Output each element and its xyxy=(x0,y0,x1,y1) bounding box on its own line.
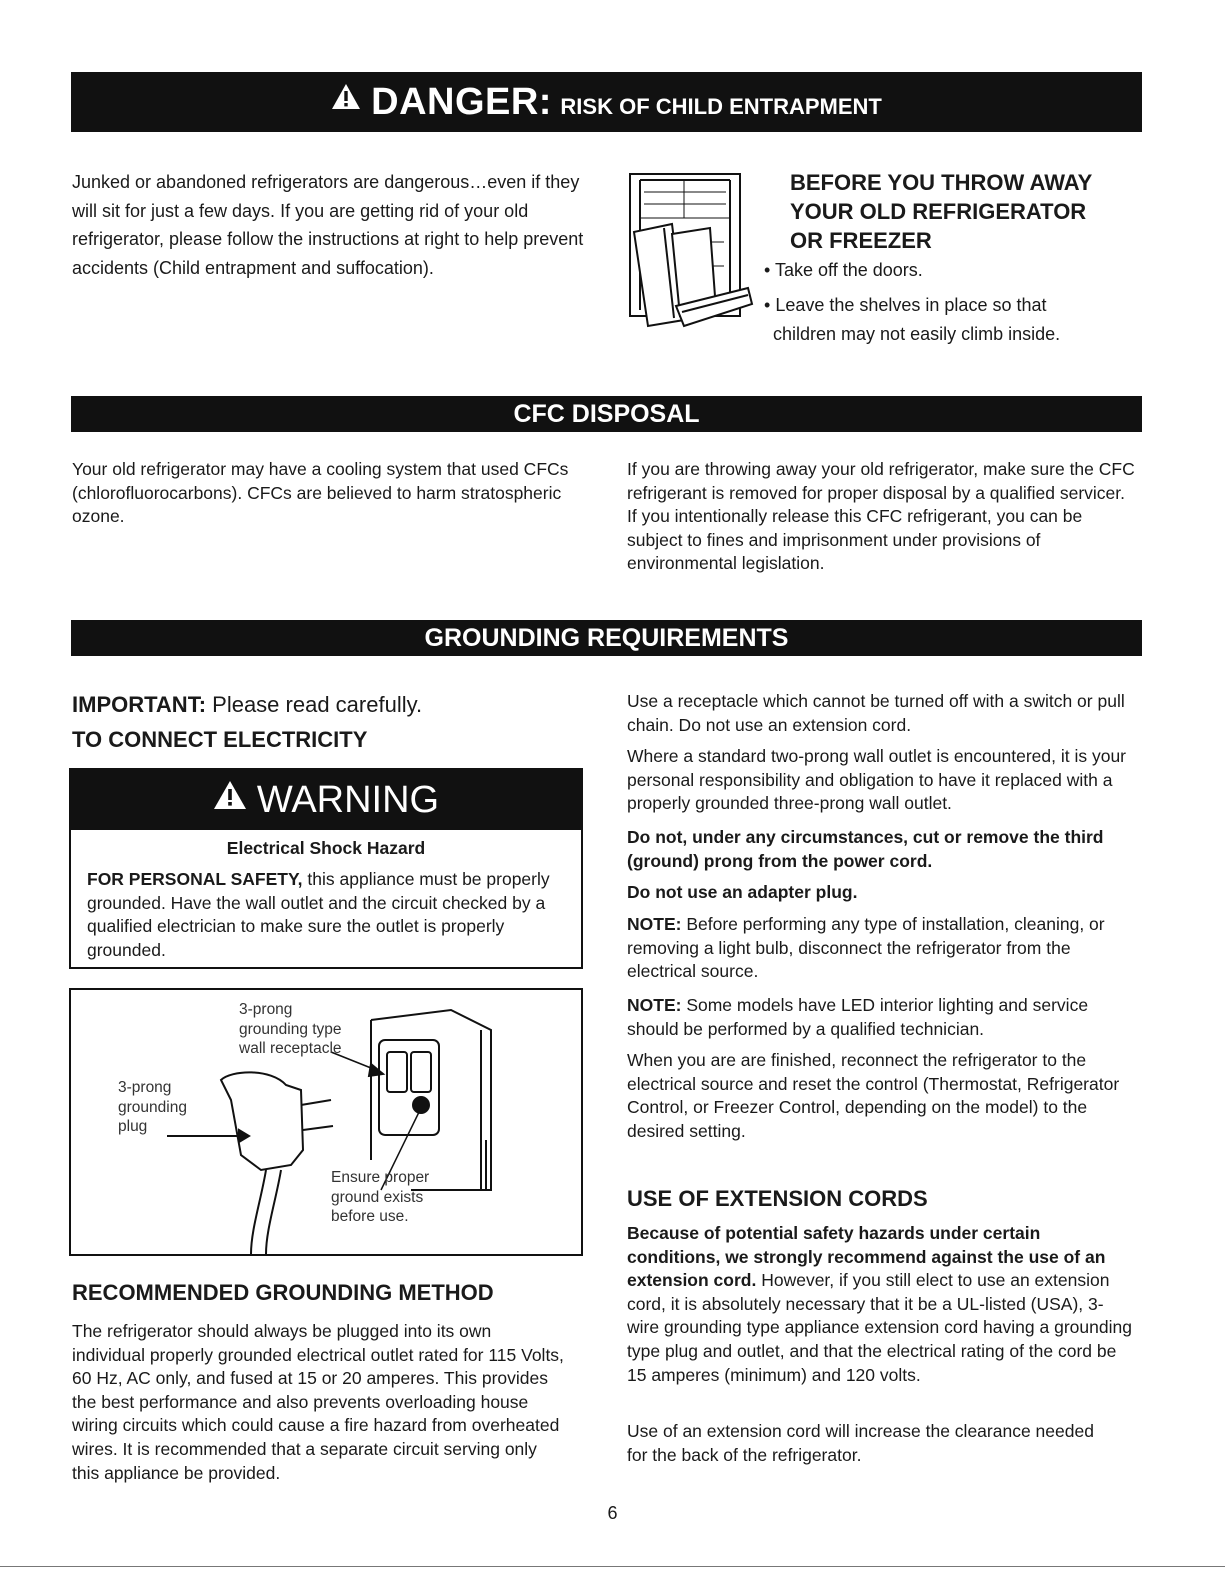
ensure-label-1: Ensure proper xyxy=(331,1169,430,1186)
bottom-rule xyxy=(0,1566,1225,1567)
warning-header xyxy=(71,770,581,830)
right-p4: Do not use an adapter plug. xyxy=(627,882,858,902)
cfc-left-text: Your old refrigerator may have a cooling system that used CFCs (chlorofluorocarbons). CFCs are believed to harm stratospheric ozone. xyxy=(72,459,569,527)
before-title xyxy=(790,168,1092,255)
bullet-take-off-doors: • Take off the doors. xyxy=(764,260,923,280)
warning-body xyxy=(87,868,565,962)
important-line xyxy=(72,690,422,720)
bullet-1-text: Take off the doors. xyxy=(774,260,923,280)
bullet-leave-shelves: • Leave the shelves in place so that children may not easily climb inside. xyxy=(764,295,1061,344)
before-title-line-2: YOUR OLD REFRIGERATOR xyxy=(790,199,1087,224)
receptacle-label-3: wall receptacle xyxy=(239,1040,342,1057)
right-p1: Use a receptacle which cannot be turned off with a switch or pull chain. Do not use an extension cord. xyxy=(627,691,1125,735)
danger-intro: Junked or abandoned refrigerators are dangerous…even if they will sit for just a few days. If you are getting rid of your old refrigerator, please follow the instructions at right to help prevent accidents (Child entrapment and suffocation). xyxy=(72,172,584,278)
warning-hazard: Electrical Shock Hazard xyxy=(226,838,426,858)
danger-subtitle: RISK OF CHILD ENTRAPMENT xyxy=(560,94,882,119)
plug-label-1: 3-prong xyxy=(118,1079,172,1096)
danger-word: DANGER: xyxy=(371,81,552,123)
extension-bold: Because of potential safety hazards under certain conditions, we strongly recommend against the use of an extension cord. xyxy=(627,1223,1106,1291)
grounding-banner xyxy=(71,620,1142,656)
note-1-label: NOTE: xyxy=(627,914,682,934)
method-title: RECOMMENDED GROUNDING METHOD xyxy=(72,1280,494,1305)
extension-body: However, if you still elect to use an extension cord, it is absolutely necessary that it be a UL-listed (USA), 3-wire grounding type appliance extension cord having a grounding type plug and outlet, and that the electrical rating of the cord be 15 amperes (minimum) and 120 volts. xyxy=(627,1270,1132,1385)
note-2-label: NOTE: xyxy=(627,995,682,1015)
cfc-banner xyxy=(71,396,1142,432)
danger-banner xyxy=(71,72,1142,132)
warning-title: WARNING xyxy=(256,779,440,821)
ensure-label-2: ground exists xyxy=(331,1188,424,1206)
refrigerator-doors-removed-illustration xyxy=(620,170,760,330)
warning-lead: FOR PERSONAL SAFETY, xyxy=(87,869,303,889)
extension-title: USE OF EXTENSION CORDS xyxy=(627,1186,928,1211)
extension-p2: Use of an extension cord will increase the clearance needed for the back of the refrigerator. xyxy=(627,1421,1094,1465)
ensure-label-3: before use. xyxy=(331,1208,409,1225)
before-title-line-1: BEFORE YOU THROW AWAY xyxy=(790,170,1093,195)
warning-text: this appliance must be properly grounded. Have the wall outlet and the circuit checked by a qualified electrician to make sure the outlet is properly grounded. xyxy=(87,869,550,960)
warning-triangle-icon xyxy=(213,768,247,828)
ensure-ground-label xyxy=(331,1168,429,1227)
grounding-title: GROUNDING REQUIREMENTS xyxy=(424,624,789,652)
important-label: IMPORTANT: xyxy=(72,692,207,717)
plug-label xyxy=(118,1078,187,1137)
grounding-diagram xyxy=(69,988,583,1256)
cfc-title: CFC DISPOSAL xyxy=(513,400,700,428)
plug-label-3: plug xyxy=(118,1118,148,1135)
note-2 xyxy=(627,994,1139,1041)
warning-box xyxy=(69,768,583,969)
right-p3: Do not, under any circumstances, cut or remove the third (ground) prong from the power cord. xyxy=(627,827,1104,871)
bullet-2-line-2: children may not easily climb inside. xyxy=(773,323,1061,344)
before-title-line-3: OR FREEZER xyxy=(790,228,932,253)
plug-label-2: grounding xyxy=(118,1098,187,1116)
receptacle-label-2: grounding type xyxy=(239,1020,342,1038)
connect-electricity-title: TO CONNECT ELECTRICITY xyxy=(72,727,368,752)
right-p2: Where a standard two-prong wall outlet is encountered, it is your personal responsibility and obligation to have it replaced with a properly grounded three-prong wall outlet. xyxy=(627,746,1127,814)
note-1-text: Before performing any type of installation, cleaning, or removing a light bulb, disconnect the refrigerator from the electrical source. xyxy=(627,914,1105,982)
right-p7: When you are are finished, reconnect the refrigerator to the electrical source and reset the control (Thermostat, Refrigerator Control, or Freezer Control, depending on the model) to the desired setting. xyxy=(627,1050,1120,1141)
page-number: 6 xyxy=(607,1503,618,1523)
note-1 xyxy=(627,913,1139,984)
important-text: Please read carefully. xyxy=(206,692,423,717)
bullet-2-line-1: Leave the shelves in place so that xyxy=(775,295,1047,315)
method-text: The refrigerator should always be plugged into its own individual properly grounded electrical outlet rated for 115 Volts, 60 Hz, AC only, and fused at 15 or 20 amperes. This provides the best performance and also prevents overloading house wiring circuits which could cause a fire hazard from overheated wires. It is recommended that a separate circuit serving only this appliance be provided. xyxy=(72,1321,564,1483)
extension-text xyxy=(627,1222,1132,1387)
receptacle-label xyxy=(239,1000,342,1059)
note-2-text: Some models have LED interior lighting and service should be performed by a qualified technician. xyxy=(627,995,1089,1039)
warning-triangle-icon xyxy=(331,76,361,136)
receptacle-label-1: 3-prong xyxy=(239,1001,293,1018)
cfc-right-text: If you are throwing away your old refrigerator, make sure the CFC refrigerant is removed for proper disposal by a qualified servicer. If you intentionally release this CFC refrigerant, you can be subject to fines and imprisonment under provisions of environmental legislation. xyxy=(627,459,1135,574)
